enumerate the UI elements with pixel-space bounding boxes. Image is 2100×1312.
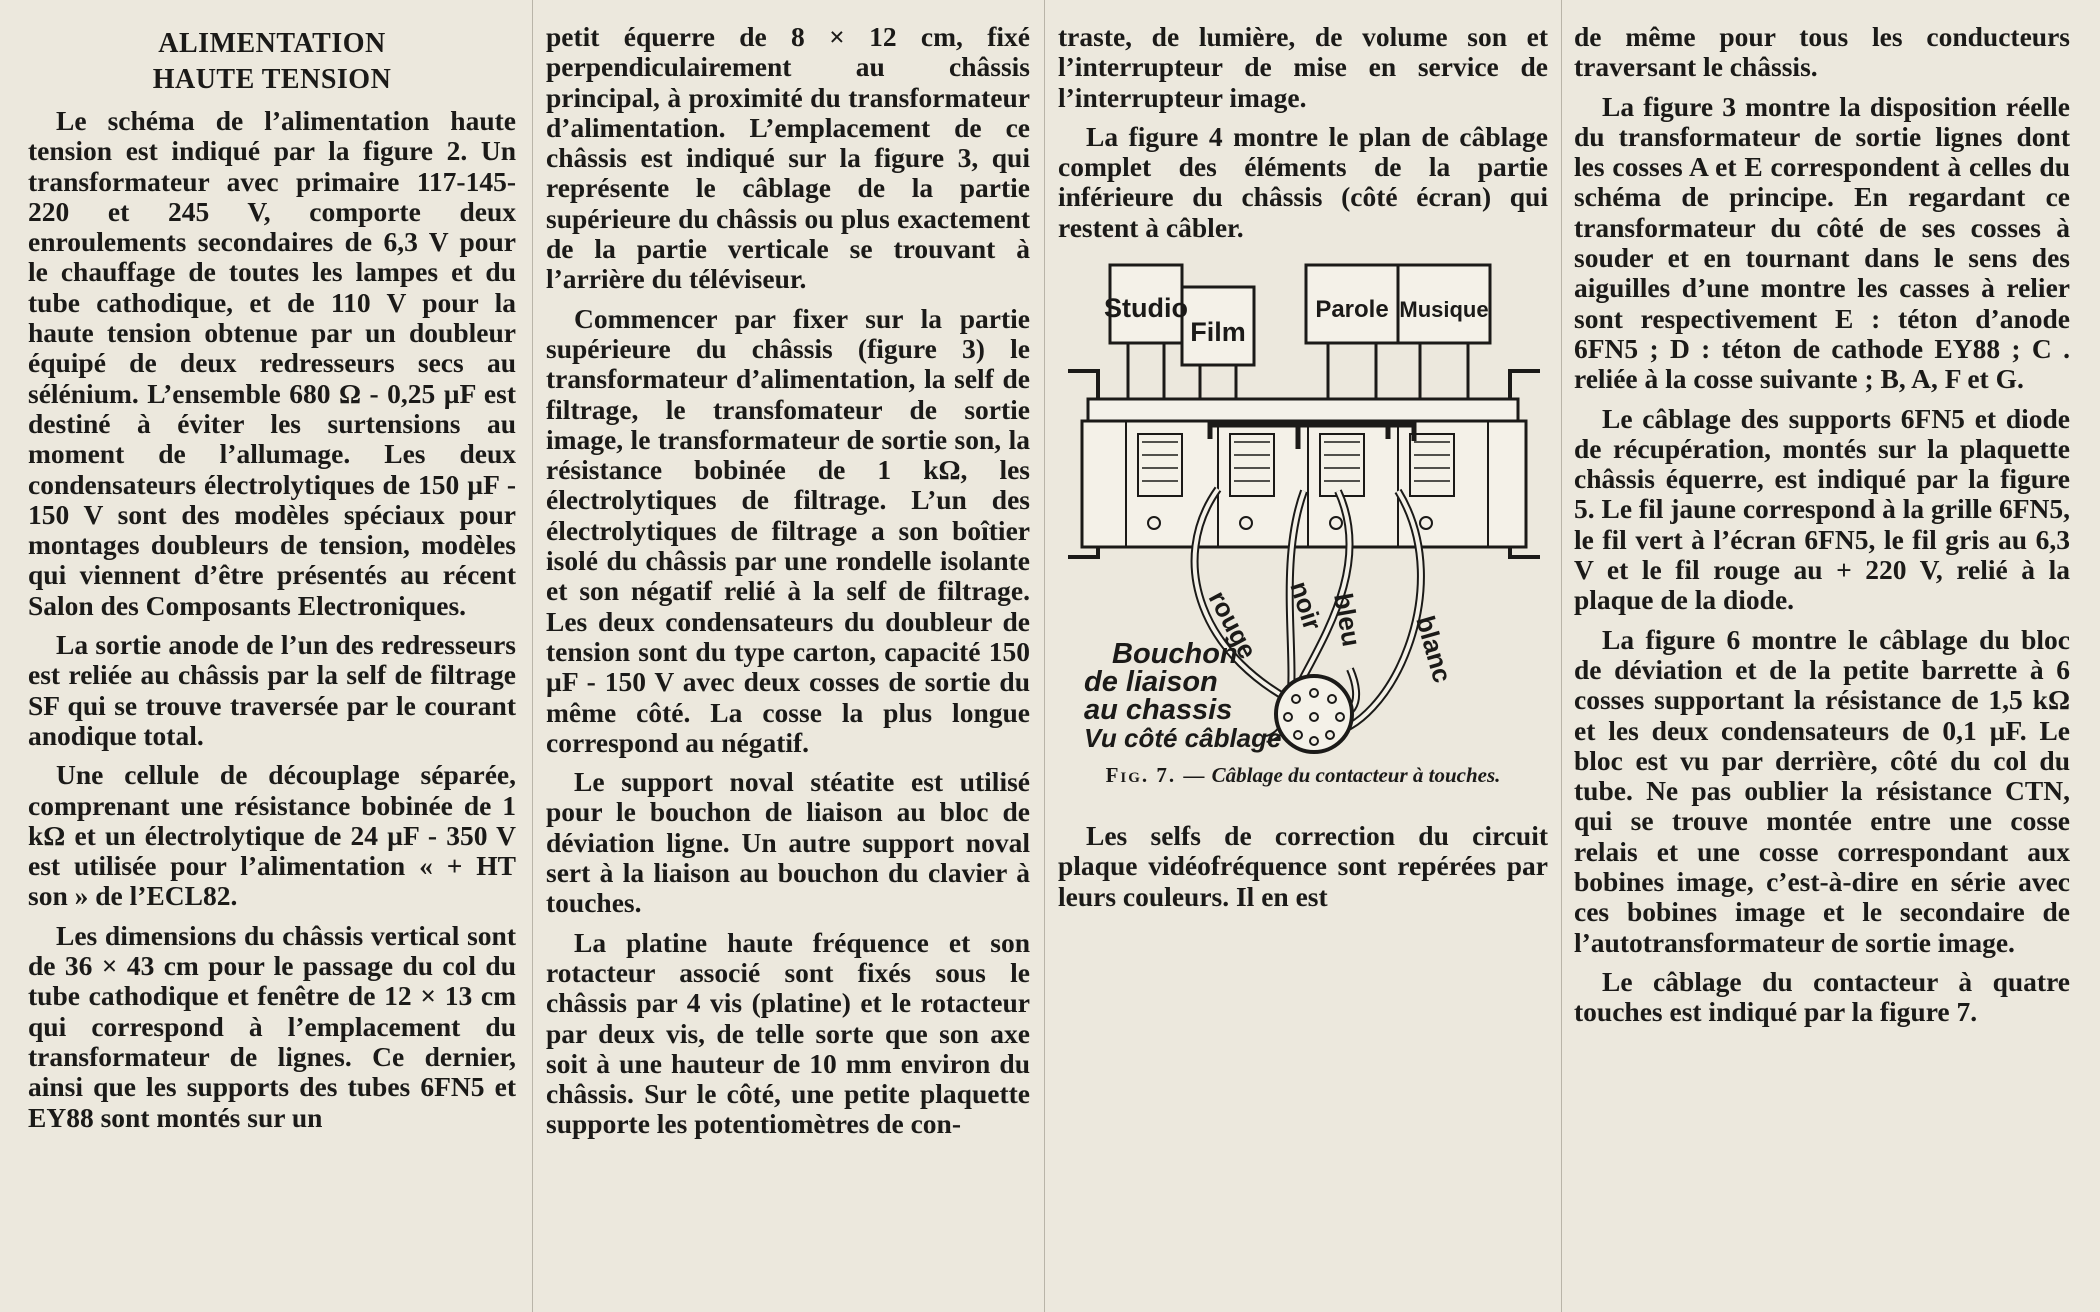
paragraph: La figure 3 montre la disposition réelle du transformateur de sortie lignes dont les cosses A et E correspondent à celles du schéma de principe. En regardant ce transformateur du côté de ses cosses à souder et en tournant dans le sens des aiguilles d’une montre les casses à relier sont respectivement E : téton d’anode 6FN5 ; D : téton de cathode EY88 ; C . reliée à la cosse suivante ; B, A, F et G.	[1574, 90, 2070, 395]
plug-label-1: Bouchon	[1112, 638, 1238, 671]
paragraph: Une cellule de découplage séparée, comprenant une résistance bobinée de 1 kΩ et un électrolytique de 24 µF - 350 V est utilisée pour l’alimentation « + HT son » de l’ECL82.	[28, 759, 516, 912]
key-label-parole: Parole	[1315, 296, 1389, 324]
paragraph: Le câblage des supports 6FN5 et diode de récupération, montés sur la plaquette châssis équerre, est indiqué par la figure 5. Le fil jaune correspond à la grille 6FN5, le fil vert à l’écran 6FN5, le fil gris au 6,3 V et le fil rouge au + 220 V, relié à la plaque de la diode.	[1574, 402, 2070, 616]
paragraph: La figure 6 montre le câblage du bloc de déviation et de la petite barrette à 6 cosses supportant la résistance de 1,5 kΩ et les deux condensateurs de 0,1 µF. Le bloc est vu par derrière, côté du col du tube. Ne pas oublier la résistance CTN, qui se trouve montée entre une cosse relais et une cosse correspondant aux bobines image, c’est-à-dire en série avec ces bobines image et le secondaire de l’autotransformateur de sortie image.	[1574, 623, 2070, 958]
paragraph: Commencer par fixer sur la partie supérieure du châssis (figure 3) le transformateur d’alimentation, la self de filtrage, le transfomateur de sortie image, le transformateur de sortie son, la résistance bobinée de 1 kΩ, les électrolytiques de filtrage. L’un des électrolytiques de filtrage a son boîtier isolé du châssis par une rondelle isolante et son négatif relié à la self de filtrage. Les deux condensateurs du doubleur de tension sont du type carton, capacité 150 µF - 150 V avec deux cosses de sortie du même côté. La cosse la plus longue correspond au négatif.	[546, 302, 1030, 758]
figure-caption	[1068, 763, 1538, 787]
switch-wiring-diagram	[1058, 259, 1548, 759]
paragraph: Les dimensions du châssis vertical sont de 36 × 43 cm pour le passage du col du tube cathodique et fenêtre de 12 × 13 cm qui correspond à l’emplacement du transformateur de lignes. Ce dernier, ainsi que les supports des tubes 6FN5 et EY88 sont montés sur un	[28, 919, 516, 1133]
figure-caption-text: Câblage du contacteur à touches.	[1211, 763, 1501, 788]
key-label-film: Film	[1190, 317, 1246, 348]
paragraph-continued: petit équerre de 8 × 12 cm, fixé perpendiculairement au châssis principal, à proximité du transformateur d’alimentation. L’emplacement de ce châssis est indiqué sur la figure 3, qui représente le câblage de la partie supérieure du châssis ou plus exactement de la partie verticale se trouvant à l’arrière du téléviseur.	[546, 21, 1030, 295]
column-1	[28, 22, 516, 1142]
paragraph: La sortie anode de l’un des redresseurs est reliée au châssis par la self de filtrage SF qui se trouve traversée par le courant anodique total.	[28, 629, 516, 751]
column-4	[1574, 22, 2070, 1037]
column-2	[546, 22, 1030, 1149]
figure-7	[1058, 259, 1548, 787]
column-3	[1058, 22, 1548, 921]
key-label-musique: Musique	[1399, 297, 1489, 323]
plug-label-4: Vu côté câblage	[1084, 723, 1282, 754]
heading-line-2: HAUTE TENSION	[152, 64, 392, 95]
wire-label-noir: noir	[1284, 577, 1329, 634]
wire-label-rouge: rouge	[1202, 585, 1264, 664]
wire-label-bleu: bleu	[1328, 590, 1367, 649]
plug-label-2: de liaison	[1084, 666, 1218, 699]
paragraph: Le support noval stéatite est utilisé pour le bouchon de liaison au bloc de déviation ligne. Un autre support noval sert à la liaison au bouchon du clavier à touches.	[546, 766, 1030, 919]
plug-label-3: au chassis	[1084, 694, 1233, 727]
column-rule-2	[1044, 0, 1045, 1312]
paragraph: La figure 4 montre le plan de câblage complet des éléments de la partie inférieure du châssis (côté écran) qui restent à câbler.	[1058, 120, 1548, 243]
section-heading	[28, 26, 516, 98]
wire-label-blanc: blanc	[1410, 612, 1458, 687]
paragraph: La platine haute fréquence et son rotacteur associé sont fixés sous le châssis par 4 vis (platine) et le rotacteur par deux vis, de telle sorte que son axe soit à une hauteur de 10 mm environ du châssis. Sur le côté, une petite plaquette supporte les potentiomètres de con-	[546, 926, 1030, 1140]
figure-number: Fig. 7. —	[1105, 763, 1207, 788]
paragraph-continued: traste, de lumière, de volume son et l’interrupteur de mise en service de l’interrupteur image.	[1058, 21, 1548, 113]
top-rail	[1088, 399, 1518, 421]
column-rule-1	[532, 0, 533, 1312]
paragraph: Le schéma de l’alimentation haute tension est indiqué par la figure 2. Un transformateur avec primaire 117-145-220 et 245 V, comporte deux enroulements secondaires de 6,3 V pour le chauffage de toutes les lampes et du tube cathodique, et de 110 V pour la haute tension obtenue par un doubleur équipé de deux redresseurs secs au sélénium. L’ensemble 680 Ω - 0,25 µF est destiné à éviter les surtensions au moment de l’allumage. Les deux condensateurs électrolytiques de 150 µF - 150 V sont des modèles spéciaux pour montages doubleurs de tension, modèles qui viennent d’être présentés au récent Salon des Composants Electroniques.	[28, 105, 516, 621]
paragraph: Le câblage du contacteur à quatre touches est indiqué par la figure 7.	[1574, 965, 2070, 1028]
heading-line-1: ALIMENTATION	[158, 28, 386, 59]
paragraph-continued: de même pour tous les conducteurs traversant le châssis.	[1574, 21, 2070, 83]
key-label-studio: Studio	[1104, 293, 1188, 324]
column-rule-3	[1561, 0, 1562, 1312]
paragraph: Les selfs de correction du circuit plaque vidéofréquence sont repérées par leurs couleurs. Il en est	[1058, 820, 1548, 912]
